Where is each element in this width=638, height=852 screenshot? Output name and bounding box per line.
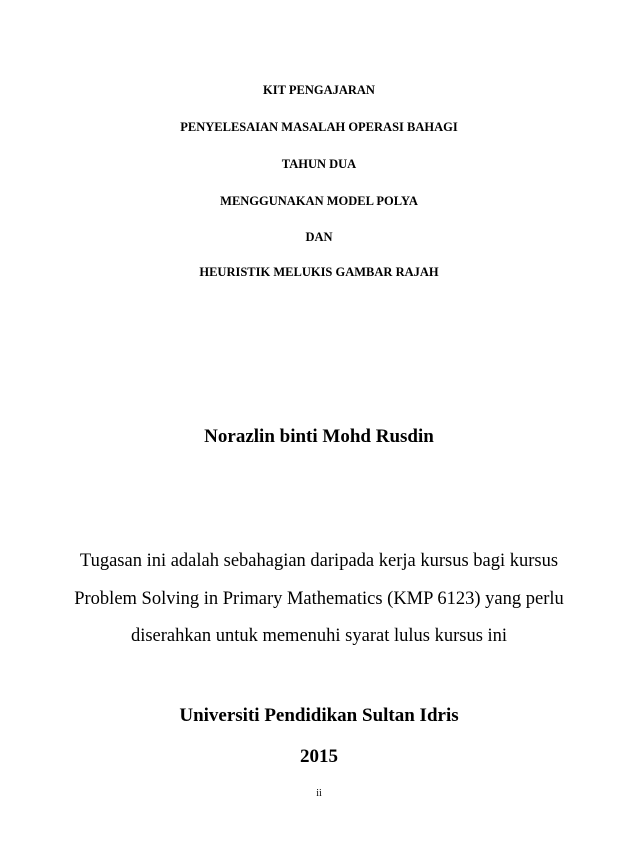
title-line-4: MENGGUNAKAN MODEL POLYA bbox=[220, 194, 418, 208]
author-name: Norazlin binti Mohd Rusdin bbox=[204, 426, 434, 447]
title-line-1: KIT PENGAJARAN bbox=[263, 83, 375, 97]
statement-line-1: Tugasan ini adalah sebahagian daripada kerja kursus bagi kursus bbox=[79, 551, 559, 571]
statement-line-3: diserahkan untuk memenuhi syarat lulus kursus ini bbox=[130, 626, 508, 646]
statement-line-2: Problem Solving in Primary Mathematics (KMP 6123) yang perlu bbox=[74, 589, 564, 609]
institution-name: Universiti Pendidikan Sultan Idris bbox=[179, 705, 459, 726]
title-line-3: TAHUN DUA bbox=[281, 157, 357, 171]
title-line-5: DAN bbox=[305, 230, 333, 244]
title-line-2: PENYELESAIAN MASALAH OPERASI BAHAGI bbox=[180, 120, 458, 134]
year: 2015 bbox=[300, 746, 338, 767]
page-number: ii bbox=[316, 788, 322, 799]
title-line-6: HEURISTIK MELUKIS GAMBAR RAJAH bbox=[199, 265, 439, 279]
